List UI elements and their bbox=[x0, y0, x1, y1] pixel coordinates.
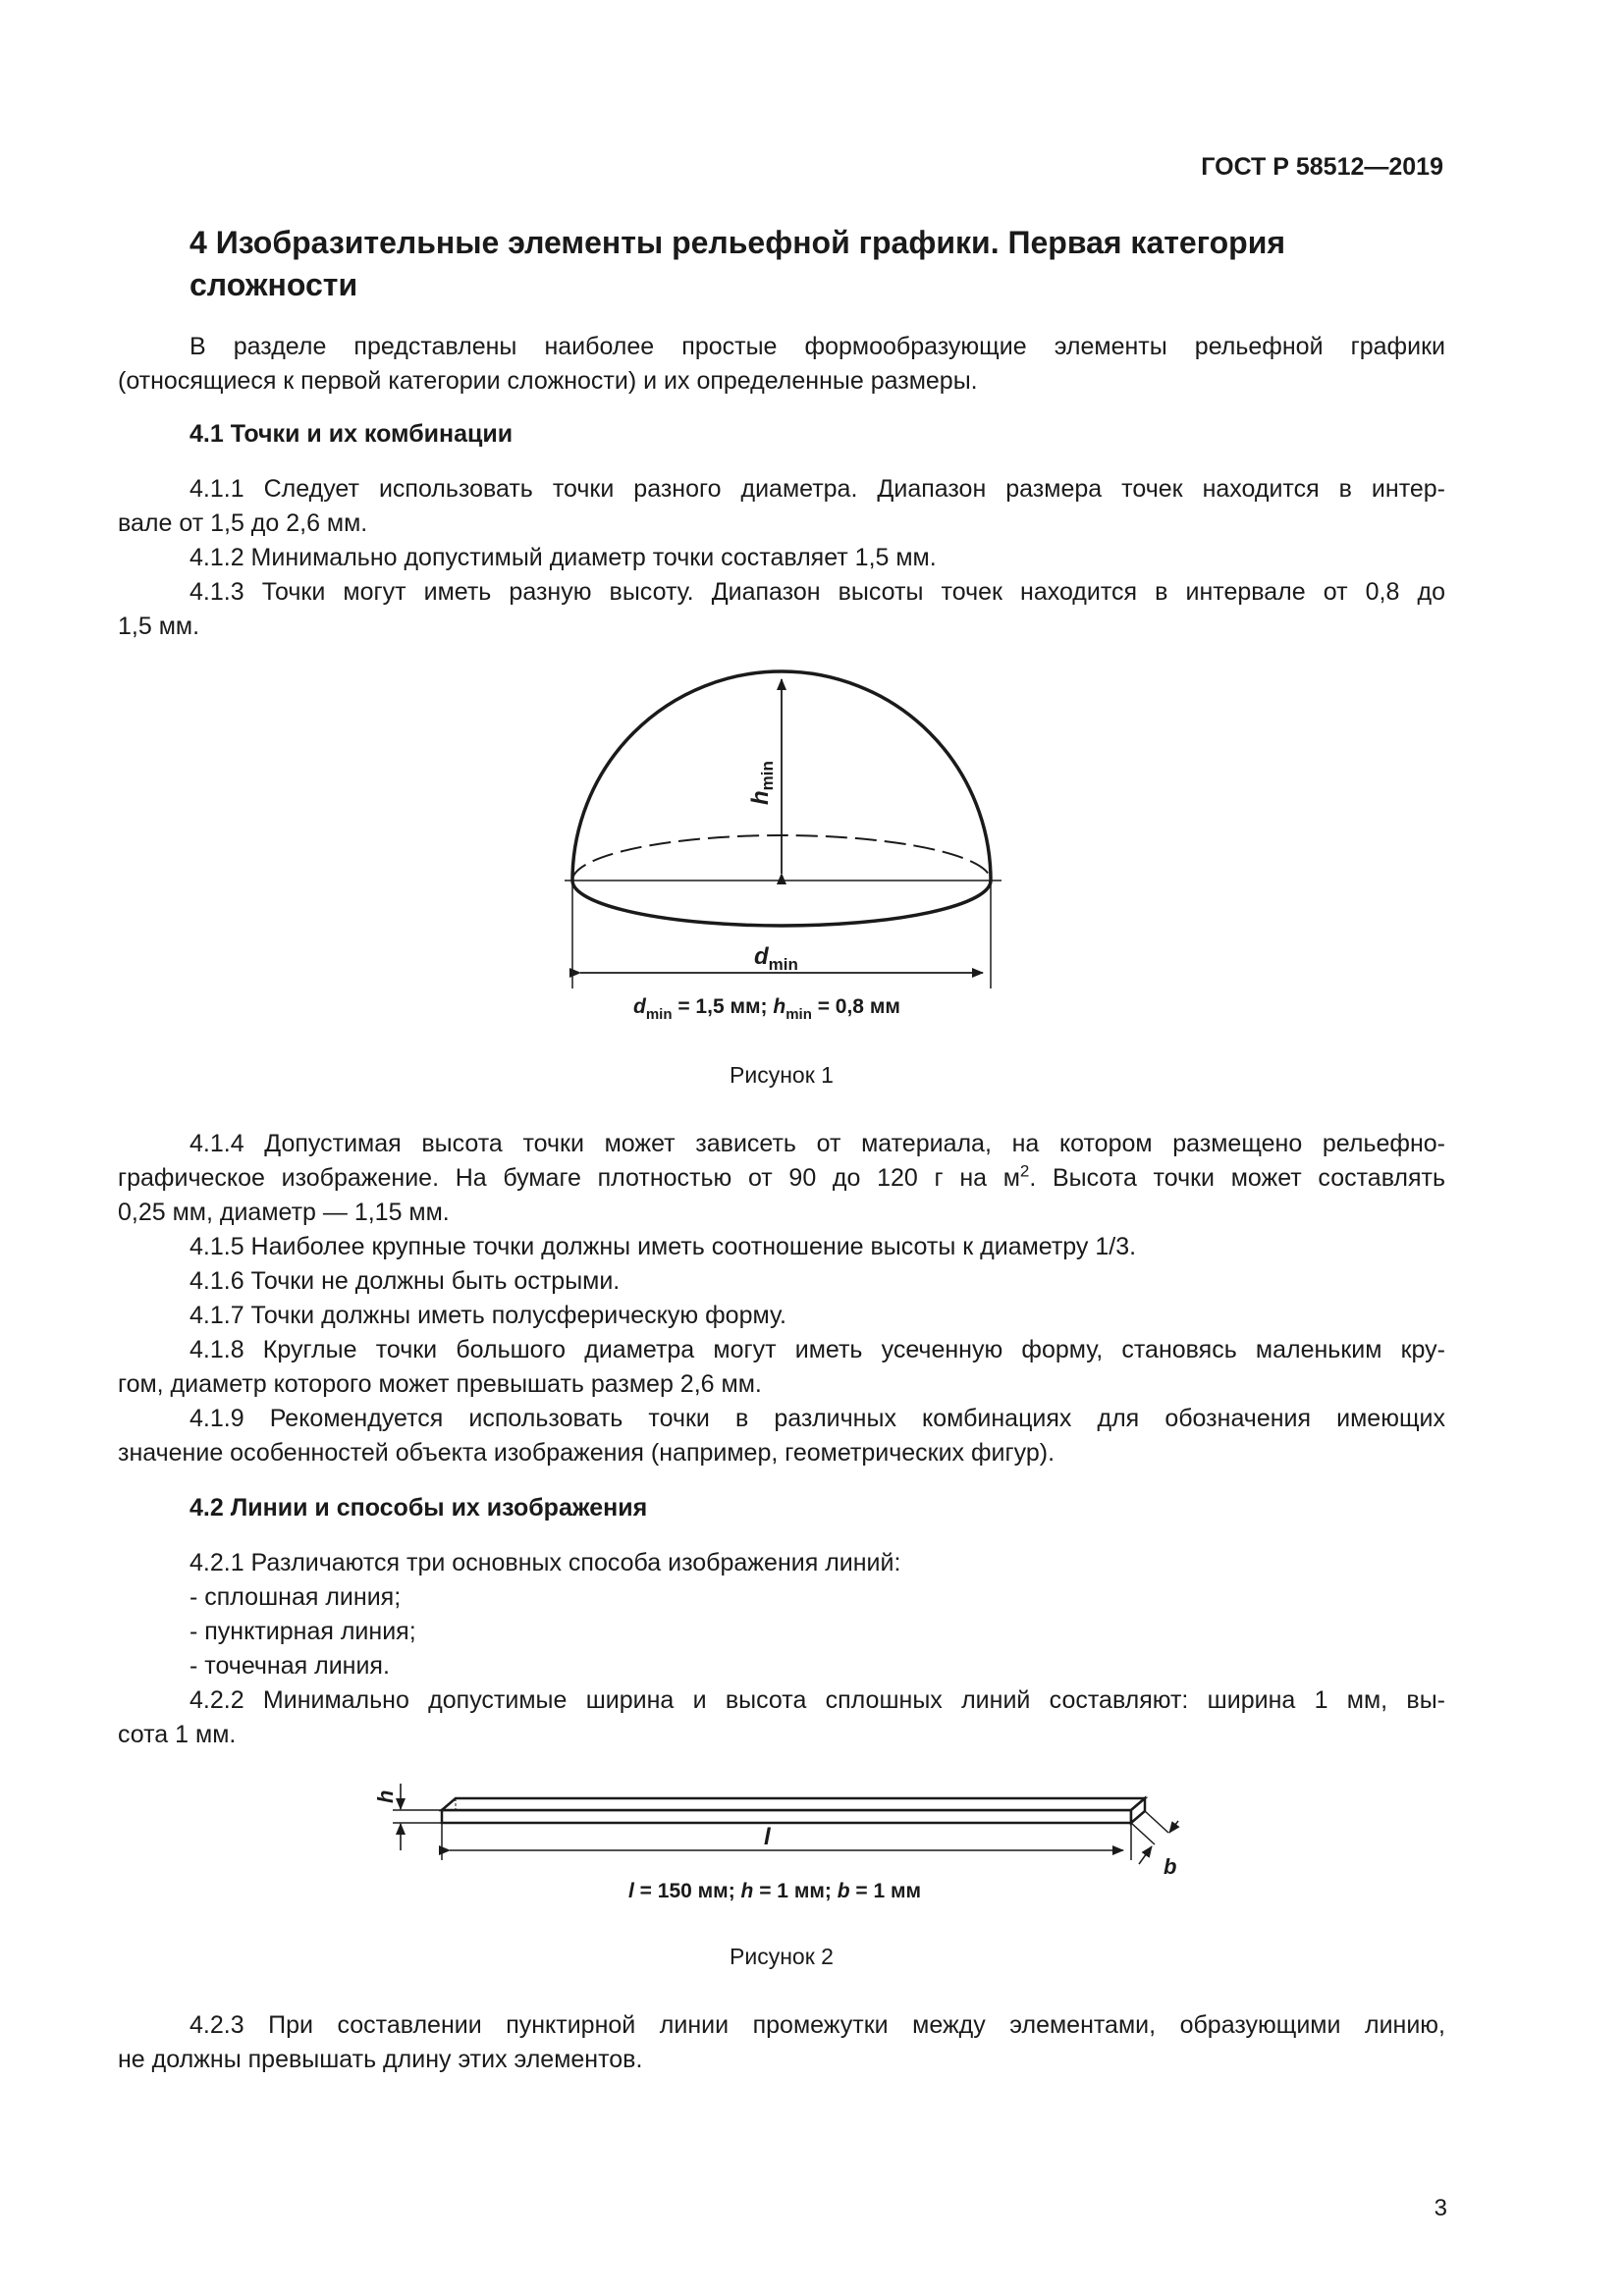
para-4-1-3-line-2: 1,5 мм. bbox=[118, 613, 200, 640]
label-d-min: $d_{min}$ bbox=[754, 943, 798, 974]
base-ellipse-front bbox=[572, 881, 991, 926]
figure-2-line-bar bbox=[363, 1762, 1198, 1919]
label-b: b bbox=[1164, 1854, 1177, 1879]
list-item-solid-line: - сплошная линия; bbox=[189, 1583, 402, 1611]
page-number: 3 bbox=[1434, 2195, 1447, 2221]
para-4-2-1: 4.2.1 Различаются три основных способа изображения линий: bbox=[189, 1549, 901, 1576]
label-l: l bbox=[764, 1824, 771, 1850]
label-h-min: $h_{min}$ bbox=[747, 761, 777, 805]
intro-line-2: (относящиеся к первой категории сложности) и их определенные размеры. bbox=[118, 367, 978, 395]
list-item-dotted-line: - точечная линия. bbox=[189, 1652, 390, 1680]
para-4-1-4-line-3: 0,25 мм, диаметр — 1,15 мм. bbox=[118, 1199, 450, 1226]
para-4-1-5: 4.1.5 Наиболее крупные точки должны иметь соотношение высоты к диаметру 1/3. bbox=[189, 1233, 1137, 1260]
para-4-2-2-line-2: сота 1 мм. bbox=[118, 1721, 237, 1748]
para-4-1-6: 4.1.6 Точки не должны быть острыми. bbox=[189, 1267, 621, 1295]
para-4-1-3-line-1: 4.1.3 Точки могут иметь разную высоту. Диапазон высоты точек находится в интервале от 0,8 до bbox=[189, 578, 1445, 606]
figure-1-caption: Рисунок 1 bbox=[730, 1062, 834, 1088]
figure-1-formula: $d_{min} = 1,5$ мм; $h_{min} = 0,8$ мм bbox=[633, 995, 900, 1023]
bar-top-face bbox=[442, 1798, 1145, 1810]
para-4-1-8-line-2: гом, диаметр которого может превышать размер 2,6 мм. bbox=[118, 1370, 762, 1398]
para-4-1-1-line-1: 4.1.1 Следует использовать точки разного диаметра. Диапазон размера точек находится в интер- bbox=[189, 475, 1445, 503]
list-item-dashed-line: - пунктирная линия; bbox=[189, 1618, 416, 1645]
para-4-1-9-line-1: 4.1.9 Рекомендуется использовать точки в различных комбинациях для обозначения имеющих bbox=[189, 1405, 1445, 1432]
subsection-heading-4-2: 4.2 Линии и способы их изображения bbox=[189, 1494, 648, 1522]
para-4-1-1-line-2: вале от 1,5 до 2,6 мм. bbox=[118, 509, 368, 537]
para-4-1-7: 4.1.7 Точки должны иметь полусферическую форму. bbox=[189, 1302, 786, 1329]
bar-front-face bbox=[442, 1810, 1131, 1823]
standard-code: ГОСТ Р 58512—2019 bbox=[1201, 153, 1443, 181]
para-4-1-9-line-2: значение особенностей объекта изображения (например, геометрических фигур). bbox=[118, 1439, 1056, 1467]
para-4-2-2-line-1: 4.2.2 Минимально допустимые ширина и высота сплошных линий составляют: ширина 1 мм, вы- bbox=[189, 1686, 1445, 1714]
para-4-1-4-line-1: 4.1.4 Допустимая высота точки может зависеть от материала, на котором размещено рельефно- bbox=[189, 1130, 1445, 1157]
section-title: 4 Изобразительные элементы рельефной графики. Первая категория сложности bbox=[189, 225, 1286, 302]
para-4-2-3-line-1: 4.2.3 При составлении пунктирной линии промежутки между элементами, образующими линию, bbox=[189, 2011, 1445, 2039]
para-4-1-4-line-2: графическое изображение. На бумаге плотностью от 90 до 120 г на $м^2$. Высота точки может составлять bbox=[118, 1161, 1446, 1192]
figure-1-hemisphere bbox=[550, 648, 1021, 1041]
para-4-2-3-line-2: не должны превышать длину этих элементов. bbox=[118, 2046, 643, 2073]
para-4-1-8-line-1: 4.1.8 Круглые точки большого диаметра могут иметь усеченную форму, становясь маленьким кру- bbox=[189, 1336, 1445, 1363]
figure-2-caption: Рисунок 2 bbox=[730, 1944, 834, 1969]
label-h: h bbox=[373, 1789, 398, 1803]
intro-line-1: В разделе представлены наиболее простые формообразующие элементы рельефной графики bbox=[189, 333, 1445, 360]
para-4-1-2: 4.1.2 Минимально допустимый диаметр точки составляет 1,5 мм. bbox=[189, 544, 937, 571]
subsection-heading-4-1: 4.1 Точки и их комбинации bbox=[189, 420, 514, 448]
figure-2-formula: l = 150 мм; h = 1 мм; b = 1 мм bbox=[628, 1880, 922, 1902]
